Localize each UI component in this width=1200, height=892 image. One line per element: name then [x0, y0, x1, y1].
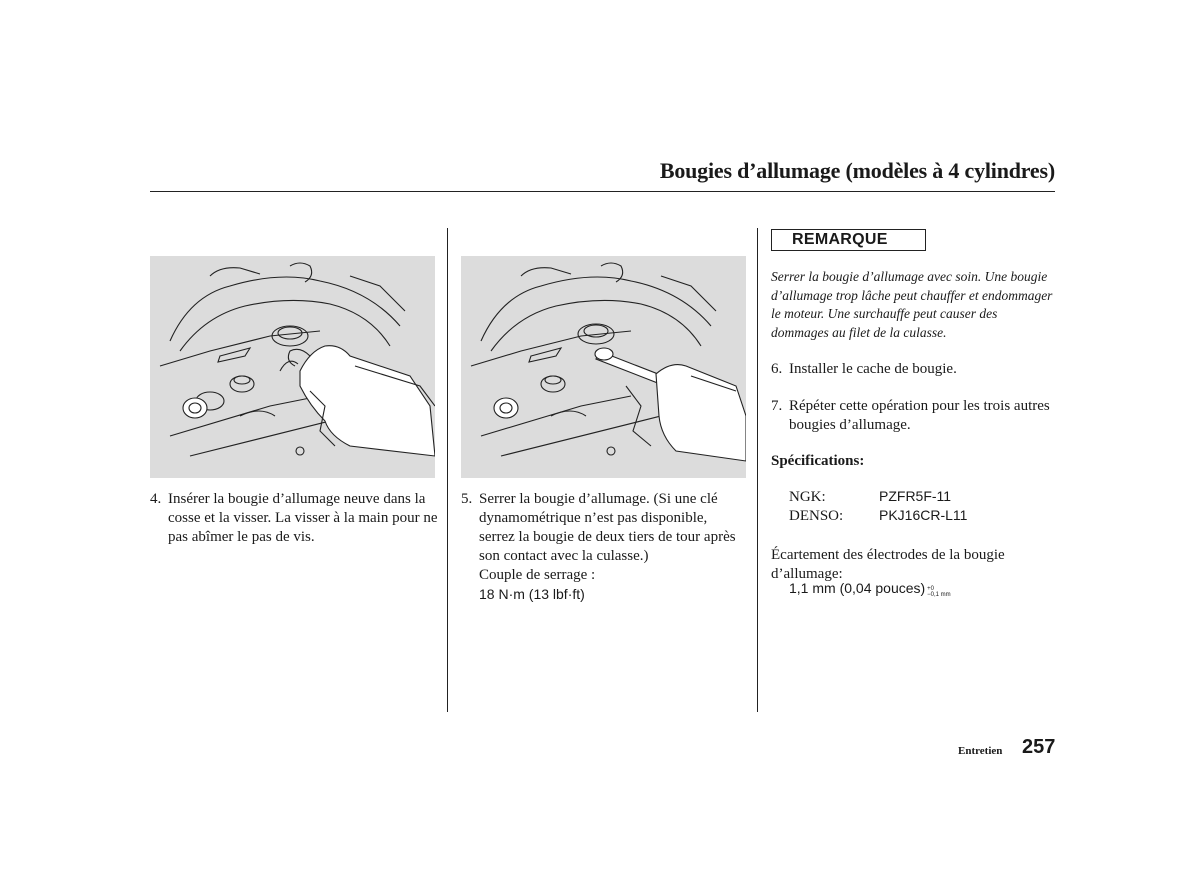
- gap-label: Écartement des électrodes de la bougie d’allumage:: [771, 547, 1005, 582]
- step-6: [771, 360, 1061, 379]
- column-divider-1: [447, 228, 448, 712]
- gap-tol-minus: −0,1 mm: [927, 592, 951, 598]
- step-4: [150, 490, 440, 547]
- step-text: Répéter cette opération pour les trois autres bougies d’allumage.: [789, 398, 1050, 433]
- spec-part: PKJ16CR-L11: [879, 507, 968, 523]
- column-divider-2: [757, 228, 758, 712]
- footer-section: Entretien: [958, 745, 1003, 757]
- step-number: 7.: [771, 398, 783, 414]
- torque-label: Couple de serrage :: [479, 567, 596, 583]
- spec-brand: NGK:: [789, 489, 826, 505]
- illustration-tighten-spark-plug: [461, 256, 746, 478]
- illustration-insert-spark-plug: [150, 256, 435, 478]
- gap-value-line: [789, 580, 951, 598]
- header-rule: [150, 191, 1055, 192]
- step-text: Serrer la bougie d’allumage. (Si une clé dynamométrique n’est pas disponible, serrez la bougie de deux tiers de tour après son contact avec la culasse.): [479, 491, 736, 564]
- remark-label: REMARQUE: [771, 229, 926, 251]
- spec-row-ngk: [789, 487, 951, 507]
- torque-value: 18 N·m (13 lbf·ft): [479, 586, 585, 602]
- spec-part: PZFR5F-11: [879, 488, 952, 504]
- gap-value: 1,1 mm (0,04 pouces): [789, 580, 926, 596]
- step-number: 6.: [771, 361, 783, 377]
- spec-row-denso: [789, 506, 967, 526]
- page-title: Bougies d’allumage (modèles à 4 cylindres): [659, 158, 1055, 183]
- gap-tol-plus: +0: [927, 586, 935, 592]
- step-5: [461, 490, 741, 604]
- step-text: Insérer la bougie d’allumage neuve dans la cosse et la visser. La visser à la main pour ne pas abîmer le pas de vis.: [168, 491, 438, 545]
- spec-brand: DENSO:: [789, 508, 844, 524]
- step-number: 5.: [461, 491, 473, 507]
- step-number: 4.: [150, 491, 162, 507]
- step-text: Installer le cache de bougie.: [789, 361, 957, 377]
- step-7: [771, 397, 1061, 435]
- gap-tolerance: [927, 586, 951, 598]
- remark-text: Serrer la bougie d’allumage avec soin. Une bougie d’allumage trop lâche peut chauffer et endommager le moteur. Une surchauffe peut causer des dommages au filet de la culasse.: [771, 269, 1053, 341]
- specs-title: Spécifications:: [771, 453, 865, 469]
- page-number: 257: [1022, 736, 1056, 758]
